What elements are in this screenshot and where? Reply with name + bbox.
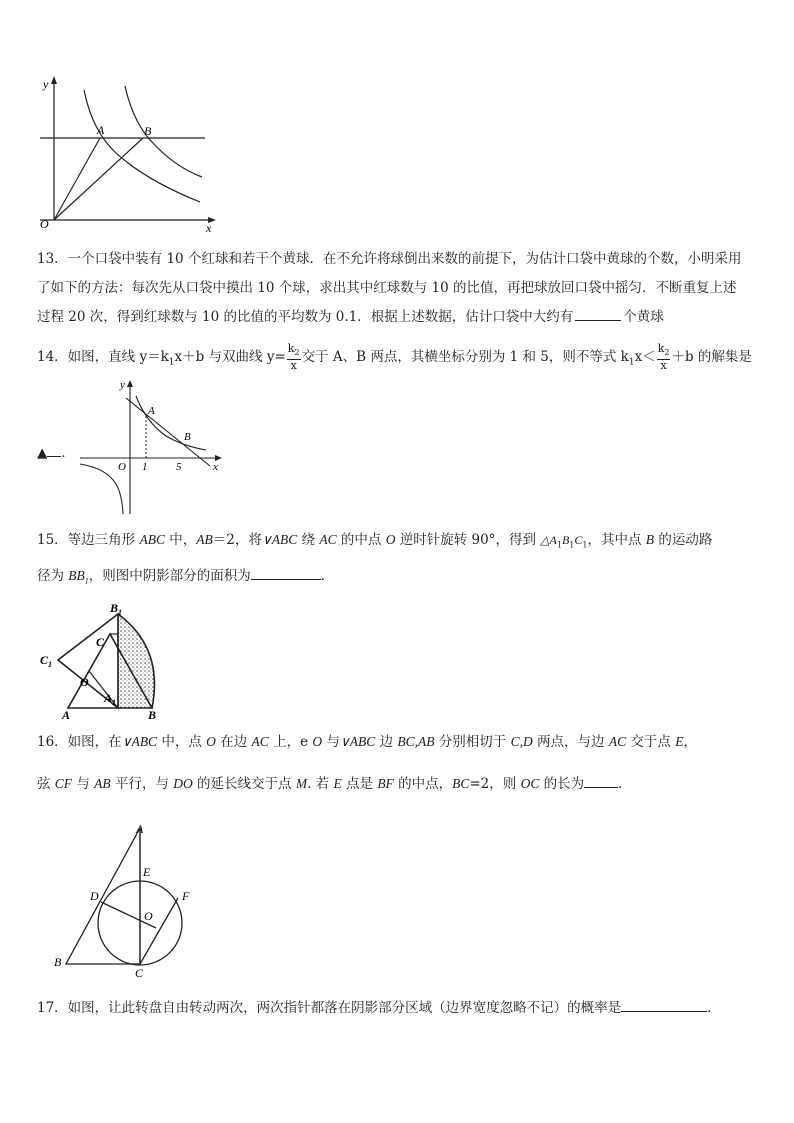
q15-line1 xyxy=(37,529,712,557)
fig12-label-y: y xyxy=(43,77,49,91)
q16-part4: 上，e xyxy=(268,734,313,750)
q15-answer-blank xyxy=(251,567,321,580)
q15-tri2-b: B xyxy=(561,533,570,547)
q15-tri1: ∨ABC xyxy=(261,532,298,547)
q14-part3: 交于 A、B 两点，其横坐标分别为 1 和 5，则不等式 k xyxy=(301,349,629,365)
q16-part5: 与 xyxy=(322,734,340,750)
q17-text: 17．如图，让此转盘自由转动两次，两次指针都落在阴影部分区域（边界宽度忽略不记）的概率是 xyxy=(37,1000,622,1016)
q16-line2 xyxy=(37,773,632,795)
q13-line1: 13．一个口袋中装有 10 个红球和若干个黄球．在不允许将球倒出来数的前提下，为估计口袋中黄球的个数，小明采用 xyxy=(37,251,742,267)
q16-e: E xyxy=(675,734,684,749)
q16-line2-c: 平行，与 xyxy=(110,776,174,792)
q16-m: M xyxy=(295,776,308,791)
figure-q12-hyperbolas xyxy=(30,72,220,237)
q15-tri2: △A xyxy=(540,533,557,547)
q17-line1 xyxy=(37,997,721,1019)
q17-end: ． xyxy=(707,1000,721,1016)
fig16-label-a: A xyxy=(136,822,144,836)
q15-arc-text: BB xyxy=(68,568,85,583)
q14-fraction-1 xyxy=(287,343,301,372)
q16-cd: C,D xyxy=(510,734,533,749)
q15-part8: 的运动路 xyxy=(654,532,713,548)
q16-bcab: BC,AB xyxy=(397,734,435,749)
q16-line1 xyxy=(37,731,697,753)
q14-frac1-num-sub: 2 xyxy=(294,348,300,358)
q14-line1 xyxy=(37,342,752,378)
q16-answer-blank xyxy=(584,775,618,788)
q14-frac2-den: x xyxy=(660,359,667,373)
q13-line3-end: 个黄球 xyxy=(623,309,664,325)
q15-line2-end: ． xyxy=(320,568,335,584)
fig16-label-c: C xyxy=(135,966,144,980)
q15-part5: 的中点 xyxy=(336,532,386,548)
q16-line2-b: 与 xyxy=(72,776,95,792)
q15-line2 xyxy=(37,565,334,593)
fig14-tick-5: 5 xyxy=(176,461,182,473)
q16-e2: E xyxy=(333,776,342,791)
q16-tri: ∨ABC xyxy=(121,734,158,749)
q14-part4: x＜ xyxy=(634,349,656,365)
q16-line2-h: =2，则 xyxy=(469,776,521,792)
q16-ac2: AC xyxy=(608,734,627,749)
fig15-label-a1: $A_1$ xyxy=(104,691,117,707)
q15-arc-sub: 1 xyxy=(84,576,89,586)
q14-answer xyxy=(37,442,75,464)
figure-q16-circle-triangle xyxy=(48,818,198,980)
q15-part4: 绕 xyxy=(297,532,320,548)
fig14-label-y: y xyxy=(120,379,125,391)
q14-sub2: 1 xyxy=(628,357,635,368)
q14-answer-blank xyxy=(47,444,61,457)
q17-answer-blank xyxy=(621,999,707,1012)
fig15-label-a: A xyxy=(62,708,71,720)
fig16-label-d: D xyxy=(90,889,99,903)
q15-part6: 逆时针旋转 90°，得到 xyxy=(395,532,541,548)
fig15-label-b: B xyxy=(148,708,157,720)
q16-line2-g: 的中点， xyxy=(393,776,453,792)
q16-line2-a: 弦 xyxy=(37,776,55,792)
q14-answer-mark: ▲ xyxy=(37,445,48,461)
q14-part5: ＋b 的解集是 xyxy=(671,349,752,365)
q15-part1: 15．等边三角形 xyxy=(37,532,140,548)
q16-tri2: ∨ABC xyxy=(339,734,376,749)
q13-answer-blank xyxy=(575,308,621,321)
q16-ac: AC xyxy=(251,734,269,749)
q14-sub1: 1 xyxy=(168,357,175,368)
q14-part2: x＋b 与双曲线 y= xyxy=(174,349,286,365)
q16-o2: O xyxy=(312,734,323,749)
fig12-label-b: B xyxy=(144,124,152,138)
fig15-label-c: C xyxy=(96,635,105,649)
q13-line2: 了如下的方法：每次先从口袋中摸出 10 个球，求出其中红球数与 10 的比值，再把球放回口袋中摇匀．不断重复上述 xyxy=(37,280,737,296)
q14-frac1-den: x xyxy=(290,359,297,373)
q15-tri2-sub1: 1 xyxy=(556,540,562,550)
fig14-label-a: A xyxy=(148,405,155,417)
q15-line2-a: 径为 xyxy=(37,568,69,584)
q16-oc: OC xyxy=(520,776,540,791)
q13-line3 xyxy=(37,306,664,328)
q16-part7: 分别相切于 xyxy=(434,734,511,750)
fig15-label-o: O xyxy=(80,675,89,689)
q16-line2-end: ． xyxy=(618,776,632,792)
figure-q15-rotation xyxy=(36,598,176,720)
q15-tri2-sub3: 1 xyxy=(582,540,588,550)
q16-ab: AB xyxy=(94,776,111,791)
q15-part2: 中， xyxy=(164,532,197,548)
q16-cf: CF xyxy=(54,776,73,791)
fig12-label-a: A xyxy=(97,123,105,137)
q16-part10: ， xyxy=(683,734,697,750)
q16-part9: 交于点 xyxy=(626,734,676,750)
fig14-label-x: x xyxy=(213,461,218,473)
fig15-label-c1: $C_1$ xyxy=(40,653,53,669)
q16-do: DO xyxy=(173,776,193,791)
q15-part7: ，其中点 xyxy=(587,532,646,548)
fig16-label-b: B xyxy=(54,955,62,969)
fig16-label-e: E xyxy=(143,865,151,879)
q16-line2-i: 的长为 xyxy=(539,776,585,792)
q14-frac1-num: k xyxy=(287,341,295,355)
q15-tri2-c: C xyxy=(574,533,583,547)
figure-q14-line-hyperbola xyxy=(78,374,228,518)
q14-fraction-2 xyxy=(657,343,671,372)
q14-frac2-num: k xyxy=(657,341,665,355)
q16-arc: BF xyxy=(377,776,394,791)
q15-part3: ＝2，将 xyxy=(212,532,262,548)
q16-part2: 中，点 xyxy=(157,734,207,750)
q15-o: O xyxy=(385,532,396,547)
fig14-label-o: O xyxy=(118,461,126,473)
q14-part1: 14．如图，直线 y＝k xyxy=(37,349,169,365)
q16-part8: 两点，与边 xyxy=(532,734,609,750)
q16-part1: 16．如图，在 xyxy=(37,734,122,750)
q15-b: B xyxy=(645,532,655,547)
q16-part3: 在边 xyxy=(215,734,252,750)
q16-line2-f: 点是 xyxy=(341,776,378,792)
q16-line2-d: 的延长线交于点 xyxy=(192,776,296,792)
fig12-label-x: x xyxy=(206,221,212,235)
fig14-label-b: B xyxy=(184,431,191,443)
q15-tri2-sub2: 1 xyxy=(569,540,575,550)
q15-abc: ABC xyxy=(139,532,165,547)
q15-ab: AB xyxy=(196,532,213,547)
fig16-label-f: F xyxy=(182,889,190,903)
q16-line2-e: . 若 xyxy=(307,776,334,792)
q15-ac: AC xyxy=(319,532,337,547)
fig14-tick-1: 1 xyxy=(142,461,148,473)
q13-line3-text: 过程 20 次，得到红球数与 10 的比值的平均数为 0.1．根据上述数据，估计口袋中大约有 xyxy=(37,309,574,325)
fig15-label-b1: $B_1$ xyxy=(110,601,123,617)
fig16-label-o: O xyxy=(144,909,153,923)
fig12-label-o: O xyxy=(40,217,49,231)
q16-part6: 边 xyxy=(375,734,398,750)
q15-line2-b: ，则图中阴影部分的面积为 xyxy=(88,568,251,584)
q14-frac2-num-sub: 2 xyxy=(664,348,670,358)
q16-bc: BC xyxy=(452,776,470,791)
q15-arc xyxy=(68,568,89,586)
q16-o: O xyxy=(206,734,216,749)
q14-answer-dot: ． xyxy=(61,445,75,461)
